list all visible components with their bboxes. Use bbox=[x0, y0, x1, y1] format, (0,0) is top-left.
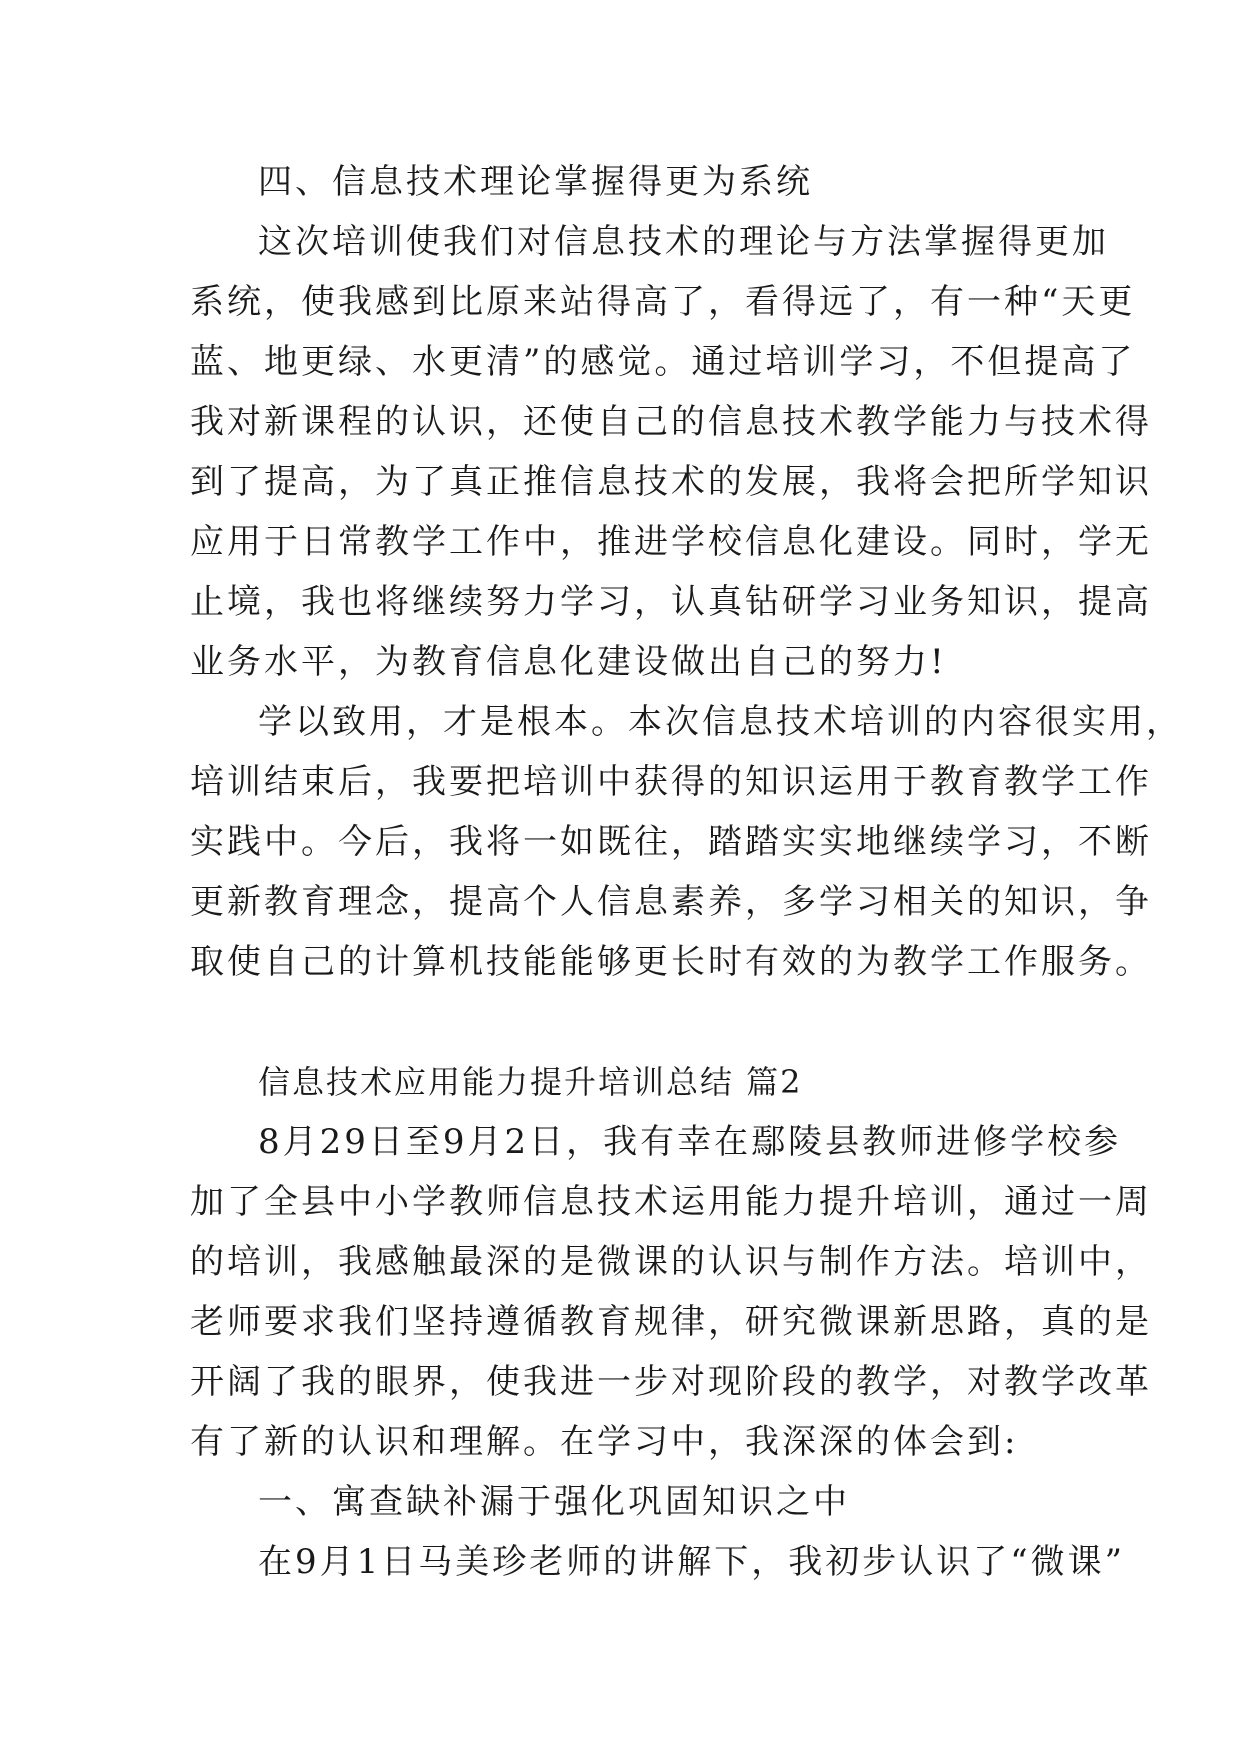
blank-line bbox=[190, 992, 1060, 1052]
paragraph-line: 更新教育理念，提高个人信息素养，多学习相关的知识，争 bbox=[190, 882, 1152, 922]
paragraph-first-line: 8月29日至9月2日，我有幸在鄢陵县教师进修学校参 bbox=[258, 1122, 1122, 1162]
paragraph-line: 业务水平，为教育信息化建设做出自己的努力! bbox=[190, 642, 947, 682]
paragraph-first-line: 在9月1日马美珍老师的讲解下，我初步认识了“微课” bbox=[258, 1542, 1126, 1582]
paragraph-line: 培训结束后，我要把培训中获得的知识运用于教育教学工作 bbox=[190, 762, 1152, 802]
paragraph-first-line: 学以致用，才是根本。本次信息技术培训的内容很实用， bbox=[258, 702, 1183, 742]
document-page bbox=[190, 152, 1183, 1592]
section-title: 信息技术应用能力提升培训总结 篇2 bbox=[258, 1063, 803, 1101]
paragraph-line: 应用于日常教学工作中，推进学校信息化建设。同时，学无 bbox=[190, 522, 1152, 562]
paragraph-line: 加了全县中小学教师信息技术运用能力提升培训，通过一周 bbox=[190, 1182, 1152, 1222]
paragraph-line: 到了提高，为了真正推信息技术的发展，我将会把所学知识 bbox=[190, 462, 1152, 502]
paragraph-line: 开阔了我的眼界，使我进一步对现阶段的教学，对教学改革 bbox=[190, 1362, 1152, 1402]
paragraph-line: 取使自己的计算机技能能够更长时有效的为教学工作服务。 bbox=[190, 942, 1152, 982]
paragraph-line: 蓝、地更绿、水更清”的感觉。通过培训学习，不但提高了 bbox=[190, 342, 1136, 382]
paragraph-line: 老师要求我们坚持遵循教育规律，研究微课新思路，真的是 bbox=[190, 1302, 1152, 1342]
paragraph-line: 有了新的认识和理解。在学习中，我深深的体会到: bbox=[190, 1422, 1019, 1462]
paragraph-line: 系统，使我感到比原来站得高了，看得远了，有一种“天更 bbox=[190, 282, 1136, 322]
paragraph-first-line: 这次培训使我们对信息技术的理论与方法掌握得更加 bbox=[258, 222, 1109, 262]
paragraph-line: 我对新课程的认识，还使自己的信息技术教学能力与技术得 bbox=[190, 402, 1152, 442]
paragraph-line: 止境，我也将继续努力学习，认真钻研学习业务知识，提高 bbox=[190, 582, 1152, 622]
paragraph-line: 的培训，我感触最深的是微课的认识与制作方法。培训中， bbox=[190, 1242, 1152, 1282]
paragraph-first-line: 一、寓查缺补漏于强化巩固知识之中 bbox=[258, 1482, 850, 1522]
paragraph-first-line: 四、信息技术理论掌握得更为系统 bbox=[258, 162, 813, 202]
paragraph-line: 实践中。今后，我将一如既往，踏踏实实地继续学习，不断 bbox=[190, 822, 1152, 862]
